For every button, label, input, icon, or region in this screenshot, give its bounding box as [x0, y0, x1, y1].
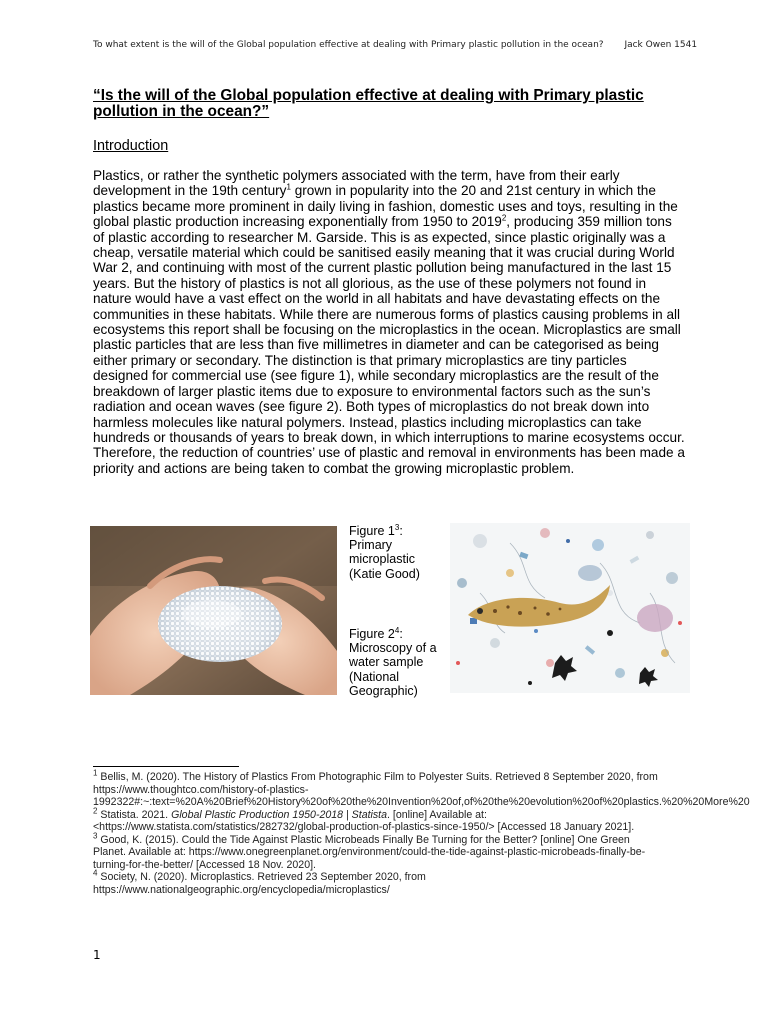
footnote-1-marker: 1: [93, 768, 98, 778]
figure-2-caption: [349, 627, 449, 698]
introduction-heading: Introduction: [93, 138, 169, 154]
footnote-separator: [93, 766, 239, 767]
footnote-2: [93, 805, 663, 834]
figure-2-label: Figure 2: [349, 627, 395, 641]
figure-1-label: Figure 1: [349, 524, 395, 538]
figure-2-caption-text: : Microscopy of a water sample (National Geographic): [349, 627, 437, 698]
footnote-ref-2[interactable]: 2: [501, 213, 507, 223]
footnote-3-marker: 3: [93, 830, 98, 840]
header-question: To what extent is the will of the Global population effective at dealing with Primary plastic pollution in the ocean?: [93, 40, 604, 50]
footnote-1: [93, 768, 750, 809]
running-header: [93, 40, 698, 50]
header-author: Jack Owen 1541: [624, 40, 698, 50]
figure-1-image: [90, 526, 337, 695]
footnote-3: [93, 830, 663, 872]
footnote-4-text: Society, N. (2020). Microplastics. Retrieved 23 September 2020, from https://www.nationalgeographic.org/encyclopedia/microplastics/: [93, 871, 426, 896]
footnote-2-pre: Statista. 2021.: [97, 808, 172, 821]
footnote-ref-3[interactable]: 3: [394, 522, 400, 532]
document-title: “Is the will of the Global population effective at dealing with Primary plastic pollution in the ocean?”: [93, 87, 644, 120]
footnote-4-marker: 4: [93, 868, 98, 878]
footnote-2-post: . [online] Available at: <https://www.statista.com/statistics/282732/global-production-of-plastics-since-1950/> [Accessed 18 January 2021].: [93, 808, 635, 833]
footnote-2-marker: 2: [93, 805, 98, 815]
footnotes: [93, 768, 750, 896]
figure-1-caption: [349, 524, 449, 581]
figure-1-caption-text: : Primary microplastic (Katie Good): [349, 524, 420, 581]
footnote-ref-1[interactable]: 1: [286, 182, 291, 192]
intro-text-c: , producing 359 million tons of plastic according to researcher M. Garside. This is as expected, since plastic originally was a cheap, versatile material which could be sanitised easily meaning that it was crucial during World War 2, and continuing with most of the current plastic pollution being manufactured in the last 15 years. But the history of plastics is not all glorious, as the use of these polymers not found in nature would have a vast effect on the world in all habitats and have devastating effects on the communities in these habitats. While there are numerous forms of plastics causing problems in all ecosystems this report shall be focusing on the microplastics in the ocean. Microplastics are small plastic particles that are less than five millimetres in diameter and can be categorised as being either primary or secondary. The distinction is that primary microplastics are tiny particles designed for commercial use (see figure 1), while secondary microplastics are the result of the breakdown of larger plastic items due to exposure to environmental factors such as the sun’s radiation and ocean waves (see figure 2). Both types of microplastics do not break down into harmless molecules like natural polymers. Instead, plastics including microplastics can take hundreds or thousands of years to break down, in which interruptions to marine ecosystems occur. Therefore, the reduction of countries’ use of plastic and removal in environments has been made a priority and actions are being taken to combat the growing microplastic problem.: [93, 214, 685, 476]
intro-text-a: Plastics, or rather the synthetic polymers associated with the term, have from their early development in the 19th century: [93, 168, 620, 199]
footnote-3-text: Good, K. (2015). Could the Tide Against Plastic Microbeads Finally Be Turning for the Better? [online] One Green Planet. Available at: https://www.onegreenplanet.org/environment/could-the-tide-against-plastic-microbeads-finally-be-turning-for-the-better/ [Accessed 18 Nov. 2020].: [93, 833, 646, 871]
footnote-2-italic: Global Plastic Production 1950-2018 | Statista: [171, 808, 388, 821]
introduction-paragraph: [93, 168, 685, 476]
figure-2-image: [450, 523, 690, 693]
footnote-4: [93, 868, 663, 896]
footnote-ref-4[interactable]: 4: [394, 625, 400, 635]
footnote-1-text: Bellis, M. (2020). The History of Plastics From Photographic Film to Polyester Suits. Retrieved 8 September 2020, from https://www.thoughtco.com/history-of-plastics-1992322#:~:text=%20A%20Brief%20History%20of%20the%20Invention%20of,of%20the%20evolution%20of%20plastics.%20%20More%20: [93, 771, 750, 808]
page-number: 1: [93, 948, 101, 962]
intro-text-b: grown in popularity into the 20 and 21st century in which the plastics became more prominent in daily living in fashion, domestic uses and toys, resulting in the global plastic production increasing exponentially from 1950 to 2019: [93, 183, 678, 230]
